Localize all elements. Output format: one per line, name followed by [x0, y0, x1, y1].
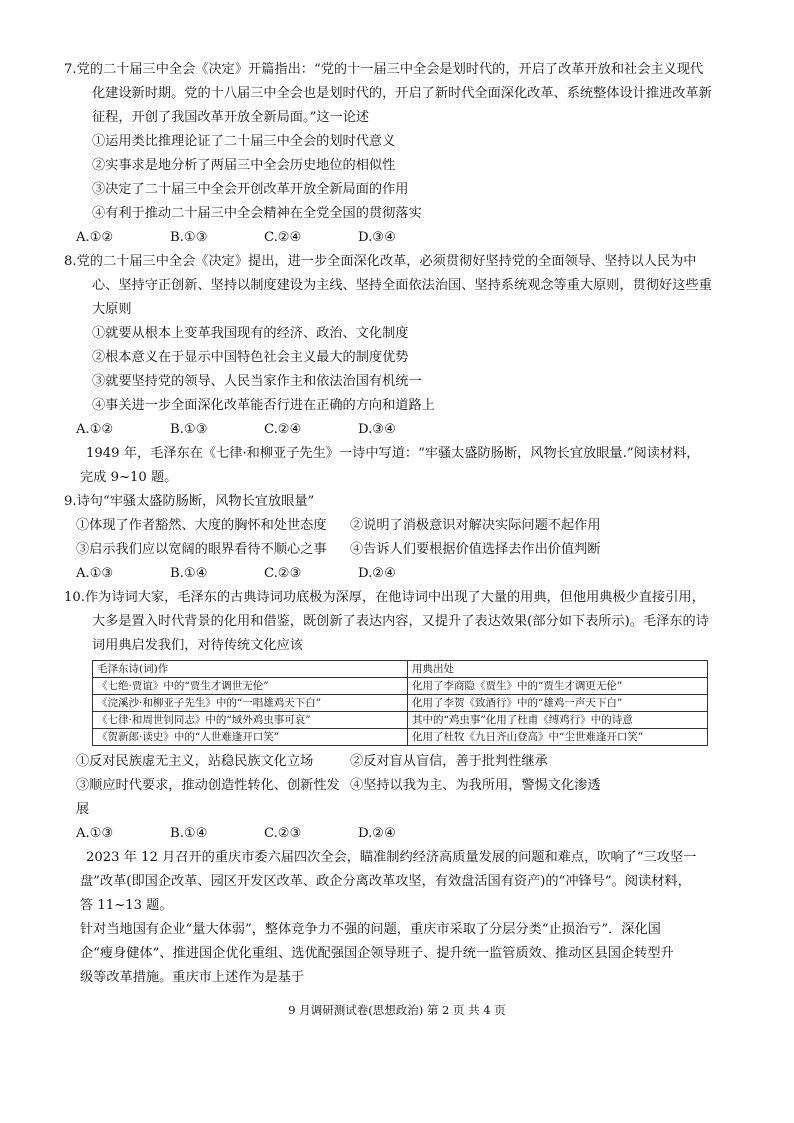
material-2-line-2: 盘”改革(即国企改革、园区开发区改革、政企分离改革攻坚，有效盘活国有资产)的“冲锋号”。阅读材料，	[80, 874, 691, 889]
material-3-line-3: 级等改革措施。重庆市上述作为是基于	[80, 970, 305, 985]
q9-item-4: ④告诉人们要根据价值选择去作出价值判断	[350, 542, 601, 557]
table-row	[93, 729, 708, 746]
question-10	[64, 586, 744, 846]
q8-stem-line-2: 心、坚持守正创新、坚持以制度建设为主线、坚持全面依法治国、坚持系统观念等重大原则，贯彻好这些重	[92, 278, 712, 293]
q9-option-a: A.①③	[76, 566, 114, 581]
q8-item-3: ③就要坚持党的领导、人民当家作主和依法治国有机统一	[92, 374, 422, 389]
material-2-line-3: 答 11~13 题。	[80, 898, 173, 913]
q10-items-row-1	[64, 750, 744, 774]
q10-item-3: ③顺应时代要求，推动创造性转化、创新性发展	[76, 778, 340, 817]
table-header-row	[93, 661, 708, 678]
q8-options	[64, 418, 744, 442]
table-header-cell: 毛泽东诗(词)作	[93, 661, 408, 678]
material-3-line-2: 企“瘦身健体”、推进国企优化重组、选优配强国企领导班子、提升统一监管质效、推动区县国企转型升	[80, 946, 674, 961]
q10-option-a: A.①③	[76, 826, 114, 841]
q9-item-1: ①体现了作者豁然、大度的胸怀和处世态度	[76, 518, 327, 533]
table-cell: 《七绝·贾谊》中的“贾生才调世无伦”	[93, 678, 408, 695]
q9-option-c: C.②③	[264, 566, 302, 581]
q10-items-row-2	[64, 774, 744, 822]
q8-stem-line-3: 大原则	[92, 302, 132, 317]
q8-item-4: ④事关进一步全面深化改革能否行进在正确的方向和道路上	[92, 398, 435, 413]
question-9	[64, 490, 744, 586]
q10-stem-line-3: 词用典启发我们，对待传统文化应该	[92, 638, 303, 653]
table-cell: 《贺新郎·读史》中的“人世难逢开口笑”	[93, 729, 408, 746]
q7-item-4: ④有利于推动二十届三中全会精神在全党全国的贯彻落实	[92, 206, 422, 221]
material-3-line-1: 针对当地国有企业“量大体弱”，整体竞争力不强的问题，重庆市采取了分层分类“止损治亏”．深化国	[80, 922, 661, 937]
table-cell: 化用了杜牧《九日齐山登高》中“尘世难逢开口笑”	[408, 729, 708, 746]
q8-item-2: ②根本意义在于显示中国特色社会主义最大的制度优势	[92, 350, 409, 365]
q7-stem-line-2: 化建设新时期。党的十八届三中全会也是划时代的，开启了新时代全面深化改革、系统整体设计推进改革新	[92, 86, 712, 101]
material-11-13	[64, 846, 744, 990]
q7-stem-line-1: 7.党的二十届三中全会《决定》开篇指出：“党的十一届三中全会是划时代的，开启了改革开放和社会主义现代	[64, 62, 704, 77]
q8-option-c: C.②④	[264, 422, 302, 437]
material-1-line-2: 完成 9~10 题。	[80, 470, 178, 485]
q7-options	[64, 226, 744, 250]
q9-options	[64, 562, 744, 586]
table-cell: 化用了李贺《致酒行》中的“雄鸡一声天下白”	[408, 695, 708, 712]
q10-options	[64, 822, 744, 846]
q7-item-2: ②实事求是地分析了两届三中全会历史地位的相似性	[92, 158, 396, 173]
q9-items-row-1	[64, 514, 744, 538]
q10-stem-line-1: 10.作为诗词大家，毛泽东的古典诗词功底极为深厚，在他诗词中出现了大量的用典，但他用典极少直接引用，	[64, 590, 705, 605]
q9-item-3: ③启示我们应以宽阔的眼界看待不顺心之事	[76, 542, 327, 557]
q9-item-2: ②说明了消极意识对解决实际问题不起作用	[350, 518, 601, 533]
q9-option-d: D.②④	[358, 566, 396, 581]
q9-option-b: B.①④	[170, 566, 208, 581]
table-row	[93, 695, 708, 712]
allusion-table	[92, 660, 708, 746]
table-cell: 化用了李商隐《贾生》中的“贾生才调更无伦”	[408, 678, 708, 695]
q8-stem-line-1: 8.党的二十届三中全会《决定》提出，进一步全面深化改革，必须贯彻好坚持党的全面领导、坚持以人民为中	[64, 254, 697, 269]
q7-option-a: A.①②	[76, 230, 114, 245]
page-content	[64, 58, 744, 990]
q7-option-d: D.③④	[358, 230, 396, 245]
question-7	[64, 58, 744, 250]
material-9-10	[64, 442, 744, 490]
q8-option-a: A.①②	[76, 422, 114, 437]
q10-option-d: D.②④	[358, 826, 396, 841]
q10-item-2: ②反对盲从盲信，善于批判性继承	[350, 754, 548, 769]
table-row	[93, 712, 708, 729]
q10-stem-line-2: 大多是置入时代背景的化用和借鉴，既创新了表达内容，又提升了表达效果(部分如下表所示)。毛泽东的诗	[92, 614, 709, 629]
table-cell: 《浣溪沙·和柳亚子先生》中的“一唱雄鸡天下白”	[93, 695, 408, 712]
q10-item-4: ④坚持以我为主、为我所用，警惕文化渗透	[350, 778, 601, 793]
q10-option-c: C.②③	[264, 826, 302, 841]
q8-item-1: ①就要从根本上变革我国现有的经济、政治、文化制度	[92, 326, 409, 341]
material-2-line-1: 2023 年 12 月召开的重庆市委六届四次全会，瞄准制约经济高质量发展的问题和难点，吹响了“三攻坚一	[86, 850, 697, 865]
table-row	[93, 678, 708, 695]
table-cell: 《七律·和周世钊同志》中的“域外鸡虫事可哀”	[93, 712, 408, 729]
q10-option-b: B.①④	[170, 826, 208, 841]
q7-option-c: C.②④	[264, 230, 302, 245]
table-cell: 其中的“鸡虫事”化用了杜甫《缚鸡行》中的诗意	[408, 712, 708, 729]
table-header-cell: 用典出处	[408, 661, 708, 678]
question-8	[64, 250, 744, 442]
q9-stem: 9.诗句“牢骚太盛防肠断，风物长宜放眼量”	[64, 494, 315, 509]
q8-option-b: B.①③	[170, 422, 208, 437]
q7-item-1: ①运用类比推理论证了二十届三中全会的划时代意义	[92, 134, 396, 149]
q7-stem-line-3: 征程，开创了我国改革开放全新局面。”这一论述	[92, 110, 370, 125]
q7-item-3: ③决定了二十届三中全会开创改革开放全新局面的作用	[92, 182, 409, 197]
q9-items-row-2	[64, 538, 744, 562]
q8-option-d: D.③④	[358, 422, 396, 437]
q10-item-1: ①反对民族虚无主义，站稳民族文化立场	[76, 754, 314, 769]
material-1-line-1: 1949 年，毛泽东在《七律·和柳亚子先生》一诗中写道：“牢骚太盛防肠断，风物长宜放眼量.”阅读材料，	[86, 446, 700, 461]
q7-option-b: B.①③	[170, 230, 208, 245]
page-footer: 9 月调研测试卷(思想政治) 第 2 页 共 4 页	[288, 1003, 506, 1017]
